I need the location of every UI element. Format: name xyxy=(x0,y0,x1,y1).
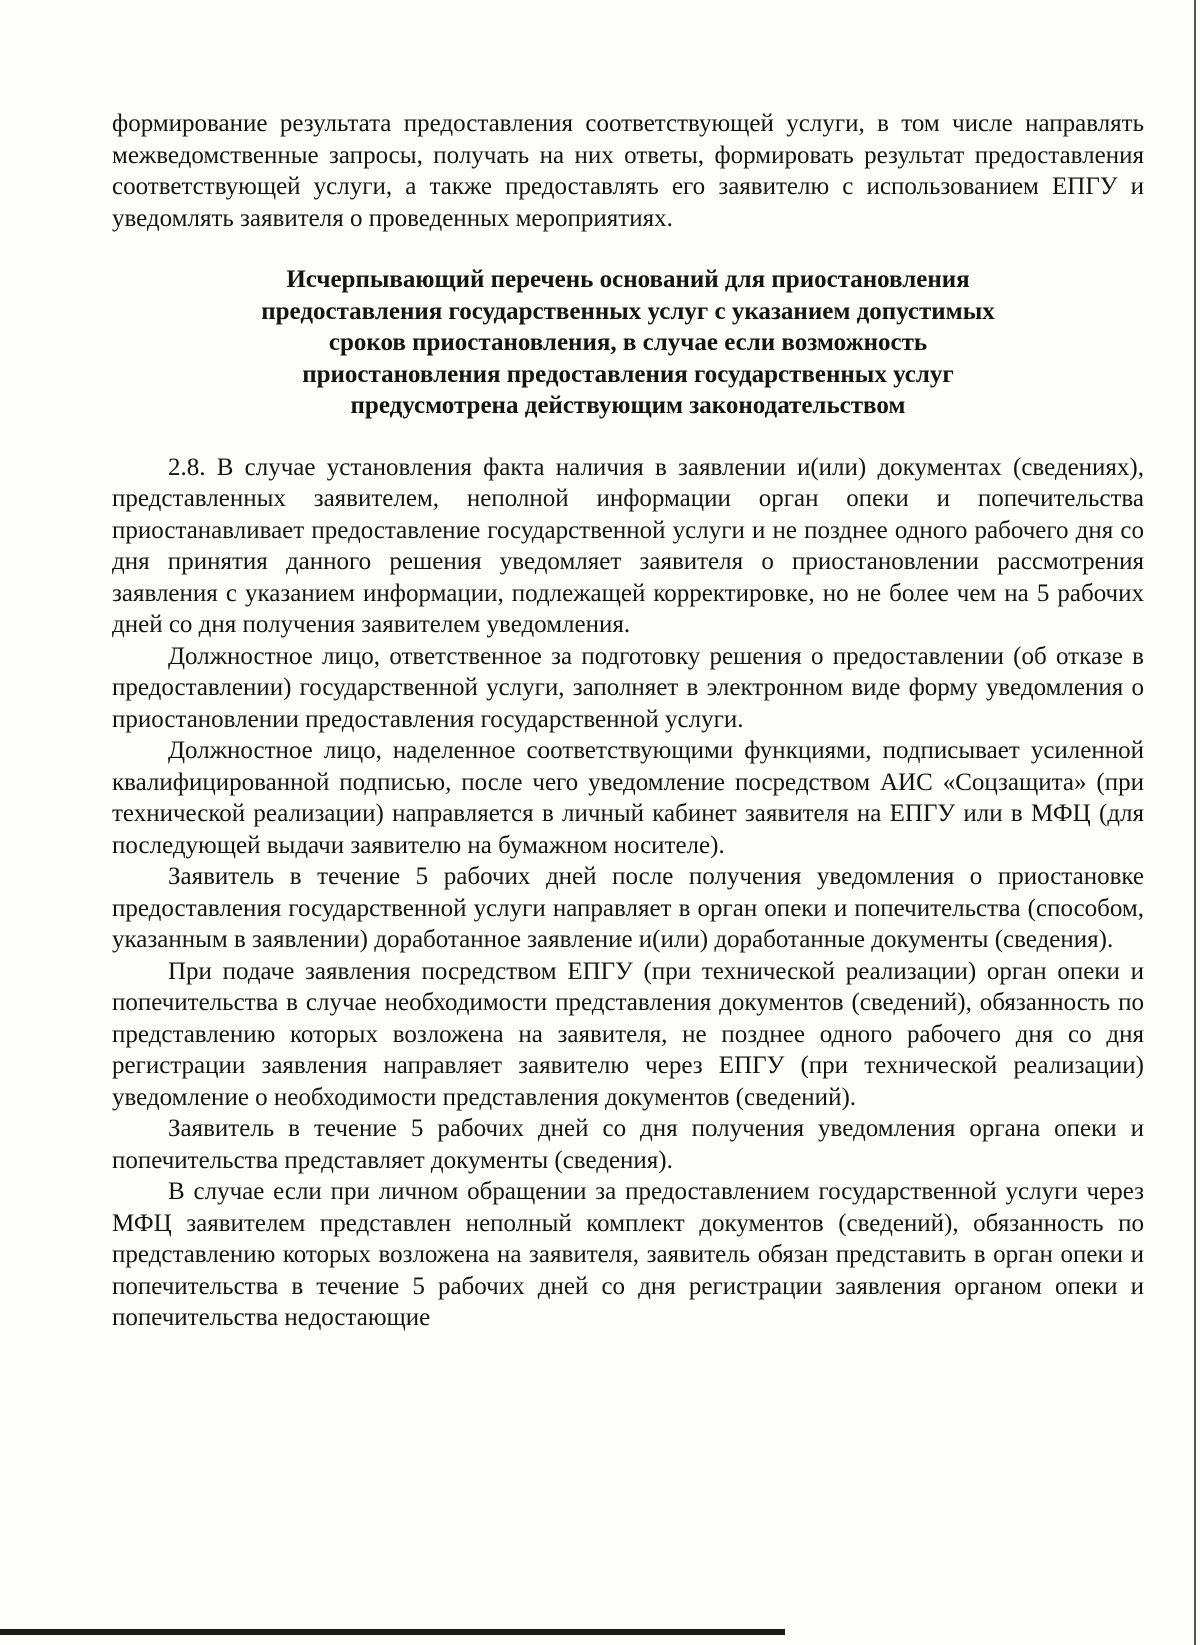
paragraph-applicant-documents: Заявитель в течение 5 рабочих дней со дня получения уведомления органа опеки и попечительства представляет документы (сведения). xyxy=(112,1115,1144,1174)
paragraph-applicant-resubmission: Заявитель в течение 5 рабочих дней после получения уведомления о приостановке предоставления государственной услуги направляет в орган опеки и попечительства (способом, указанным в заявлении) доработанное заявление и(или) доработанные документы (сведения). xyxy=(112,863,1144,953)
heading-line: сроков приостановления, в случае если возможность xyxy=(328,329,928,356)
scan-bottom-edge xyxy=(0,1629,785,1635)
heading-line: Исчерпывающий перечень оснований для приостановления xyxy=(286,266,970,293)
heading-line: предоставления государственных услуг с указанием допустимых xyxy=(261,297,995,325)
paragraph-mfc-incomplete: В случае если при личном обращении за предоставлением государственной услуги через МФЦ заявителем представлен неполный комплект документов (сведений), обязанность по представлению которых возложена на заявителя, заявитель обязан представить в орган опеки и попечительства в течение 5 рабочих дней со дня регистрации заявления органом опеки и попечительства недостающие xyxy=(112,1178,1144,1331)
intro-paragraph: формирование результата предоставления соответствующей услуги, в том числе направлять межведомственные запросы, получать на них ответы, формировать результат предоставления соответствующей услуги, а также предоставлять его заявителю с использованием ЕПГУ и уведомлять заявителя о проведенных мероприятиях. xyxy=(112,110,1144,232)
heading-line: предусмотрена действующим законодательством xyxy=(350,392,906,419)
paragraph-2-8: 2.8. В случае установления факта наличия в заявлении и(или) документах (сведениях), представленных заявителем, неполной информации орган опеки и попечительства приостанавливает предоставление государственной услуги и не позднее одного рабочего дня со дня принятия данного решения уведомляет заявителя о приостановлении рассмотрения заявления с указанием информации, подлежащей корректировке, но не более чем на 5 рабочих дней со дня получения заявителем уведомления. xyxy=(112,453,1144,638)
paragraph-signing-official: Должностное лицо, наделенное соответствующими функциями, подписывает усиленной квалифицированной подписью, после чего уведомление посредством АИС «Соцзащита» (при технической реализации) направляется в личный кабинет заявителя на ЕПГУ или в МФЦ (для последующей выдачи заявителю на бумажном носителе). xyxy=(112,737,1144,859)
paragraph-responsible-official: Должностное лицо, ответственное за подготовку решения о предоставлении (об отказе в предоставлении) государственной услуги, заполняет в электронном виде форму уведомления о приостановлении предоставления государственной услуги. xyxy=(112,642,1144,733)
section-heading xyxy=(112,264,1144,422)
heading-line: приостановления предоставления государственных услуг xyxy=(302,360,954,388)
document-body xyxy=(112,108,1144,1334)
paragraph-epgu-submission: При подаче заявления посредством ЕПГУ (при технической реализации) орган опеки и попечительства в случае необходимости представления документов (сведений), обязанность по представлению которых возложена на заявителя, не позднее одного рабочего дня со дня регистрации заявления направляет заявителю через ЕПГУ (при технической реализации) уведомление о необходимости представления документов (сведений). xyxy=(112,957,1144,1111)
scan-right-edge xyxy=(1194,0,1196,1645)
